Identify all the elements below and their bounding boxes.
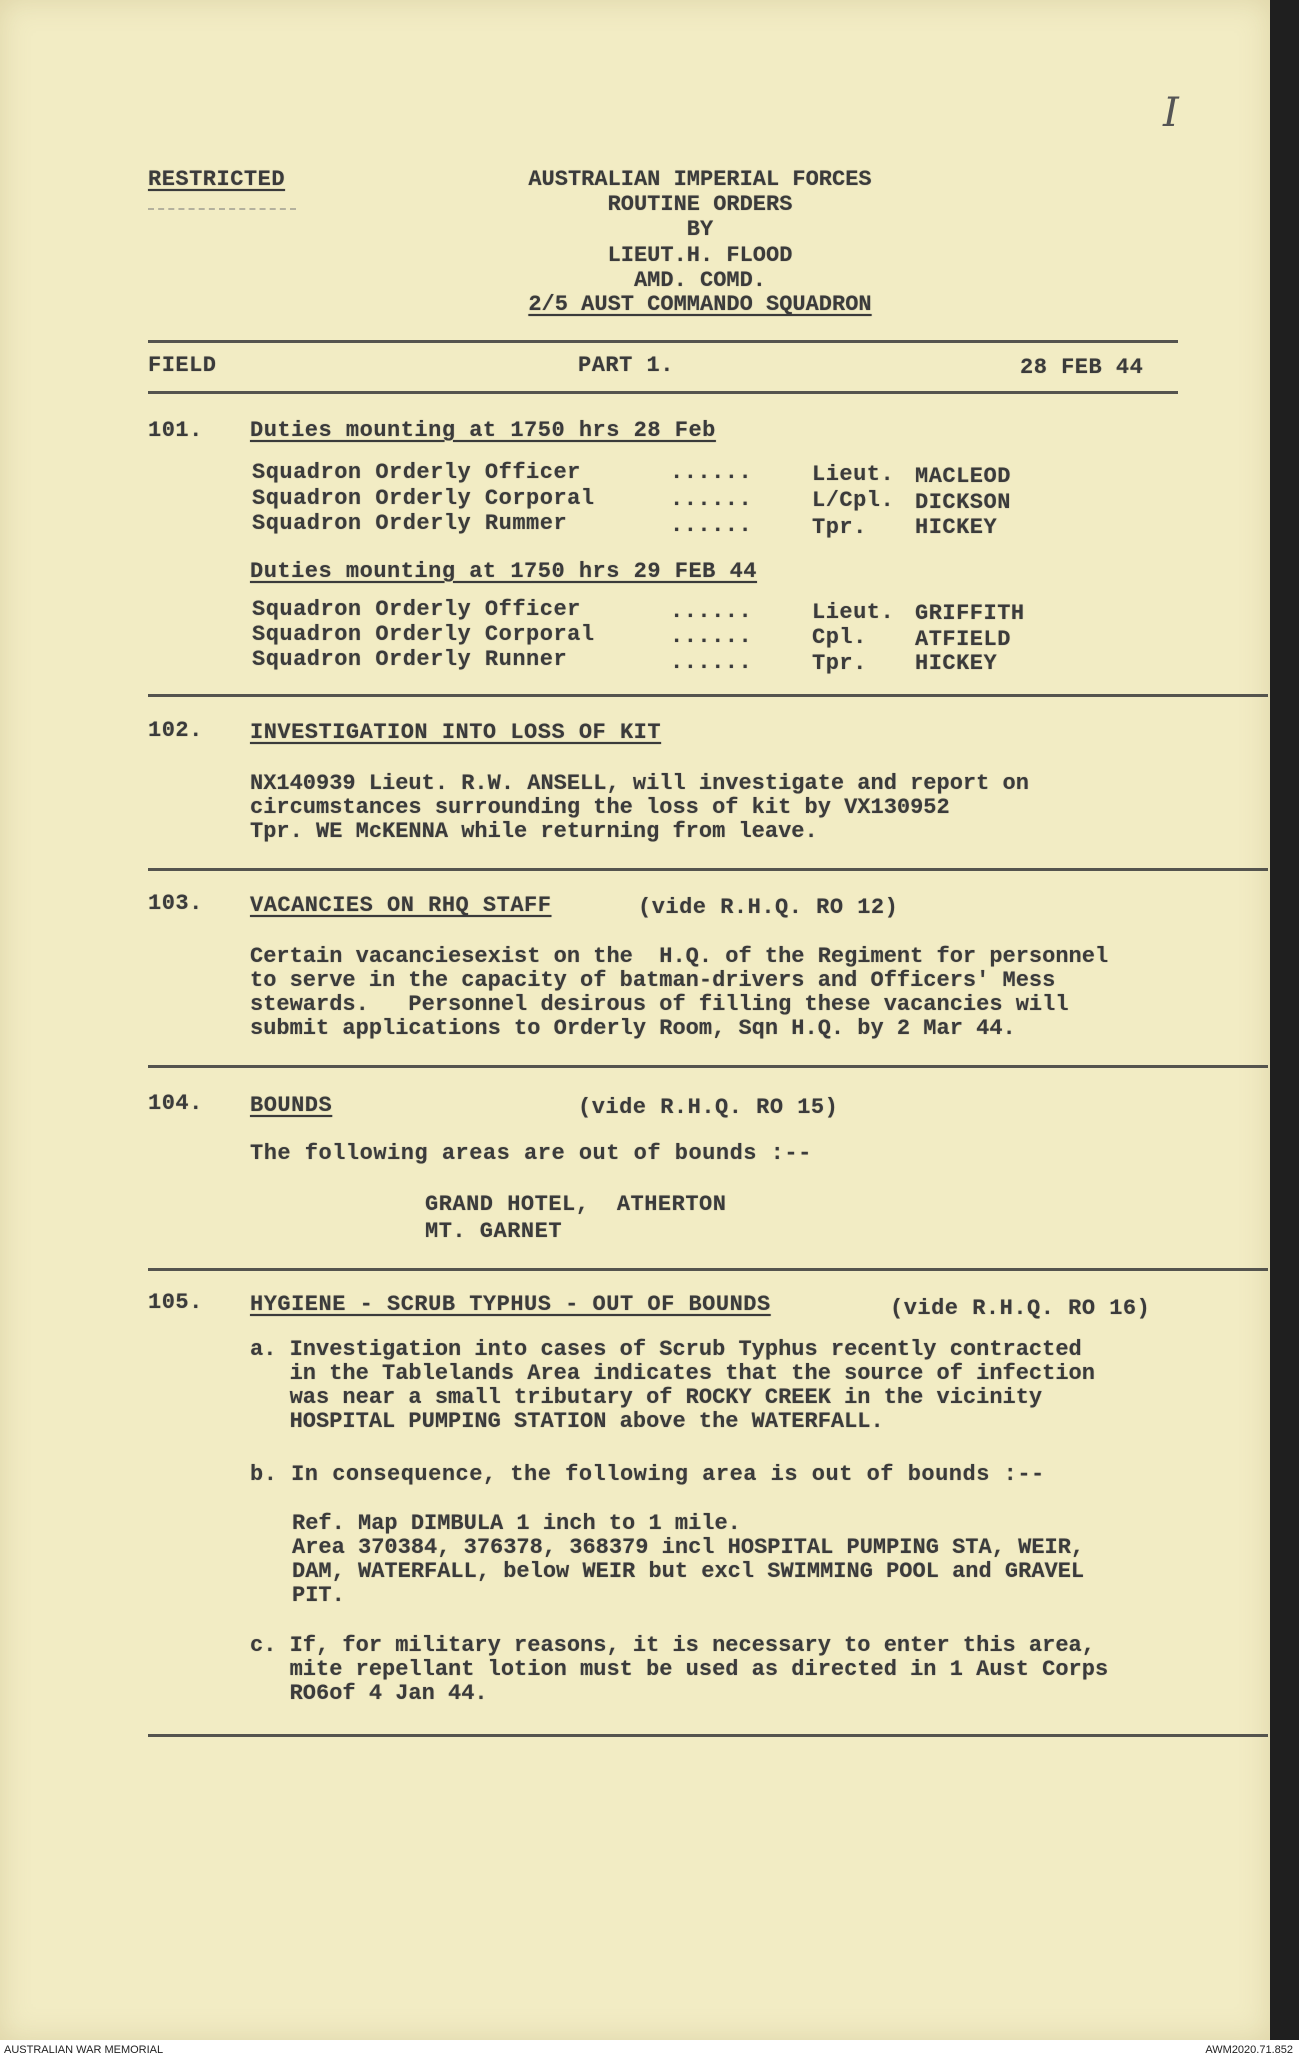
section-105-a-line-1: a. Investigation into cases of Scrub Typhus recently contracted <box>250 1337 1082 1362</box>
section-103-line-1: Certain vacanciesexist on the H.Q. of the Regiment for personnel <box>250 944 1109 969</box>
section-104-area-2: MT. GARNET <box>425 1219 563 1244</box>
footer-institution: AUSTRALIAN WAR MEMORIAL <box>4 2044 164 2056</box>
duty-2-rank: L/Cpl. <box>812 488 895 513</box>
section-105-a-line-3: was near a small tributary of ROCKY CREEK in the vicinity <box>250 1385 1043 1410</box>
section-104-area-1: GRAND HOTEL, ATHERTON <box>425 1192 727 1217</box>
section-103-number: 103. <box>148 891 203 916</box>
section-102-line-3: Tpr. WE McKENNA while returning from leave. <box>250 819 818 844</box>
duty-6-name: HICKEY <box>915 651 998 676</box>
section-103-line-3: stewards. Personnel desirous of filling these vacancies will <box>250 992 1069 1017</box>
section-102-line-1: NX140939 Lieut. R.W. ANSELL, will investigate and report on <box>250 771 1029 796</box>
section-103-ref: (vide R.H.Q. RO 12) <box>638 895 899 920</box>
location-label: FIELD <box>148 353 217 378</box>
duty-1-role: Squadron Orderly Officer <box>252 460 581 485</box>
section-103-title: VACANCIES ON RHQ STAFF <box>250 893 552 918</box>
section-105-c-line-3: RO6of 4 Jan 44. <box>250 1681 488 1706</box>
header-line-3: BY <box>686 217 714 242</box>
section-105-map-line-3: DAM, WATERFALL, below WEIR but excl SWIMMING POOL and GRAVEL <box>292 1559 1085 1584</box>
section-105-map-line-4: PIT. <box>292 1583 345 1608</box>
unit-name: 2/5 AUST COMMANDO SQUADRON <box>528 292 872 317</box>
section-105-map-line-1: Ref. Map DIMBULA 1 inch to 1 mile. <box>292 1511 741 1536</box>
rule-top <box>148 340 1178 343</box>
section-102-line-2: circumstances surrounding the loss of kit by VX130952 <box>250 795 950 820</box>
header-line-1: AUSTRALIAN IMPERIAL FORCES <box>528 167 872 192</box>
section-104-number: 104. <box>148 1091 203 1116</box>
section-104-ref: (vide R.H.Q. RO 15) <box>578 1095 839 1120</box>
footer-accession: AWM2020.71.852 <box>1205 2044 1293 2056</box>
duty-2-name: DICKSON <box>915 490 1011 515</box>
duty-5-name: ATFIELD <box>915 627 1011 652</box>
header-line-4: LIEUT.H. FLOOD <box>607 243 793 268</box>
restricted-label: RESTRICTED <box>148 167 286 192</box>
section-105-item-c <box>250 1634 1108 1706</box>
section-105-c-line-2: mite repellant lotion must be used as directed in 1 Aust Corps <box>250 1657 1109 1682</box>
rule-subheader <box>148 391 1178 394</box>
section-101-title-1: Duties mounting at 1750 hrs 28 Feb <box>250 418 716 443</box>
section-105-title: HYGIENE - SCRUB TYPHUS - OUT OF BOUNDS <box>250 1292 771 1317</box>
rule-103 <box>148 1065 1268 1068</box>
duty-3-rank: Tpr. <box>812 515 867 540</box>
duty-6-rank: Tpr. <box>812 651 867 676</box>
duty-4-dots: ...... <box>670 599 753 624</box>
section-102-title: INVESTIGATION INTO LOSS OF KIT <box>250 720 662 745</box>
section-105-ref: (vide R.H.Q. RO 16) <box>890 1296 1151 1321</box>
page-mark: I <box>1163 90 1179 136</box>
duty-5-rank: Cpl. <box>812 625 867 650</box>
archive-footer <box>0 2040 1299 2061</box>
duty-4-rank: Lieut. <box>812 600 895 625</box>
duty-2-dots: ...... <box>670 487 753 512</box>
section-105-item-a <box>250 1338 1095 1434</box>
header-line-2: ROUTINE ORDERS <box>607 192 793 217</box>
duty-6-role: Squadron Orderly Runner <box>252 647 568 672</box>
duty-4-name: GRIFFITH <box>915 601 1025 626</box>
section-105-number: 105. <box>148 1290 203 1315</box>
scan-edge <box>1270 0 1299 2040</box>
section-105-a-line-2: in the Tablelands Area indicates that the source of infection <box>250 1361 1095 1386</box>
section-101-number: 101. <box>148 418 203 443</box>
section-103-line-4: submit applications to Orderly Room, Sqn H.Q. by 2 Mar 44. <box>250 1016 1016 1041</box>
section-104-intro: The following areas are out of bounds :-- <box>250 1141 812 1166</box>
duty-6-dots: ...... <box>670 650 753 675</box>
duty-3-name: HICKEY <box>915 515 998 540</box>
rule-102 <box>148 868 1268 871</box>
section-103-body <box>250 945 1108 1041</box>
duty-1-dots: ...... <box>670 460 753 485</box>
header-line-5: AMD. COMD. <box>633 268 767 293</box>
section-102-body <box>250 772 1029 844</box>
section-105-a-line-4: HOSPITAL PUMPING STATION above the WATERFALL. <box>250 1409 884 1434</box>
rule-105 <box>148 1734 1268 1737</box>
duty-2-role: Squadron Orderly Corporal <box>252 486 595 511</box>
section-101-title-2: Duties mounting at 1750 hrs 29 FEB 44 <box>250 559 757 584</box>
section-105-map-line-2: Area 370384, 376378, 368379 incl HOSPITAL PUMPING STA, WEIR, <box>292 1535 1085 1560</box>
section-105-c-line-1: c. If, for military reasons, it is necessary to enter this area, <box>250 1633 1095 1658</box>
duty-3-dots: ...... <box>670 513 753 538</box>
section-105-item-b: b. In consequence, the following area is out of bounds :-- <box>250 1462 1045 1487</box>
rule-101 <box>148 694 1268 697</box>
rule-104 <box>148 1268 1268 1271</box>
part-label: PART 1. <box>578 353 674 378</box>
section-103-line-2: to serve in the capacity of batman-drivers and Officers' Mess <box>250 968 1056 993</box>
dash-under-restricted <box>148 208 296 210</box>
section-102-number: 102. <box>148 718 203 743</box>
duty-1-name: MACLEOD <box>915 464 1011 489</box>
duty-1-rank: Lieut. <box>812 462 895 487</box>
section-105-ref-map <box>292 1512 1084 1608</box>
duty-5-role: Squadron Orderly Corporal <box>252 622 595 647</box>
date-label: 28 FEB 44 <box>1020 355 1144 380</box>
duty-4-role: Squadron Orderly Officer <box>252 597 581 622</box>
section-104-title: BOUNDS <box>250 1093 333 1118</box>
duty-3-role: Squadron Orderly Rummer <box>252 511 568 536</box>
duty-5-dots: ...... <box>670 624 753 649</box>
